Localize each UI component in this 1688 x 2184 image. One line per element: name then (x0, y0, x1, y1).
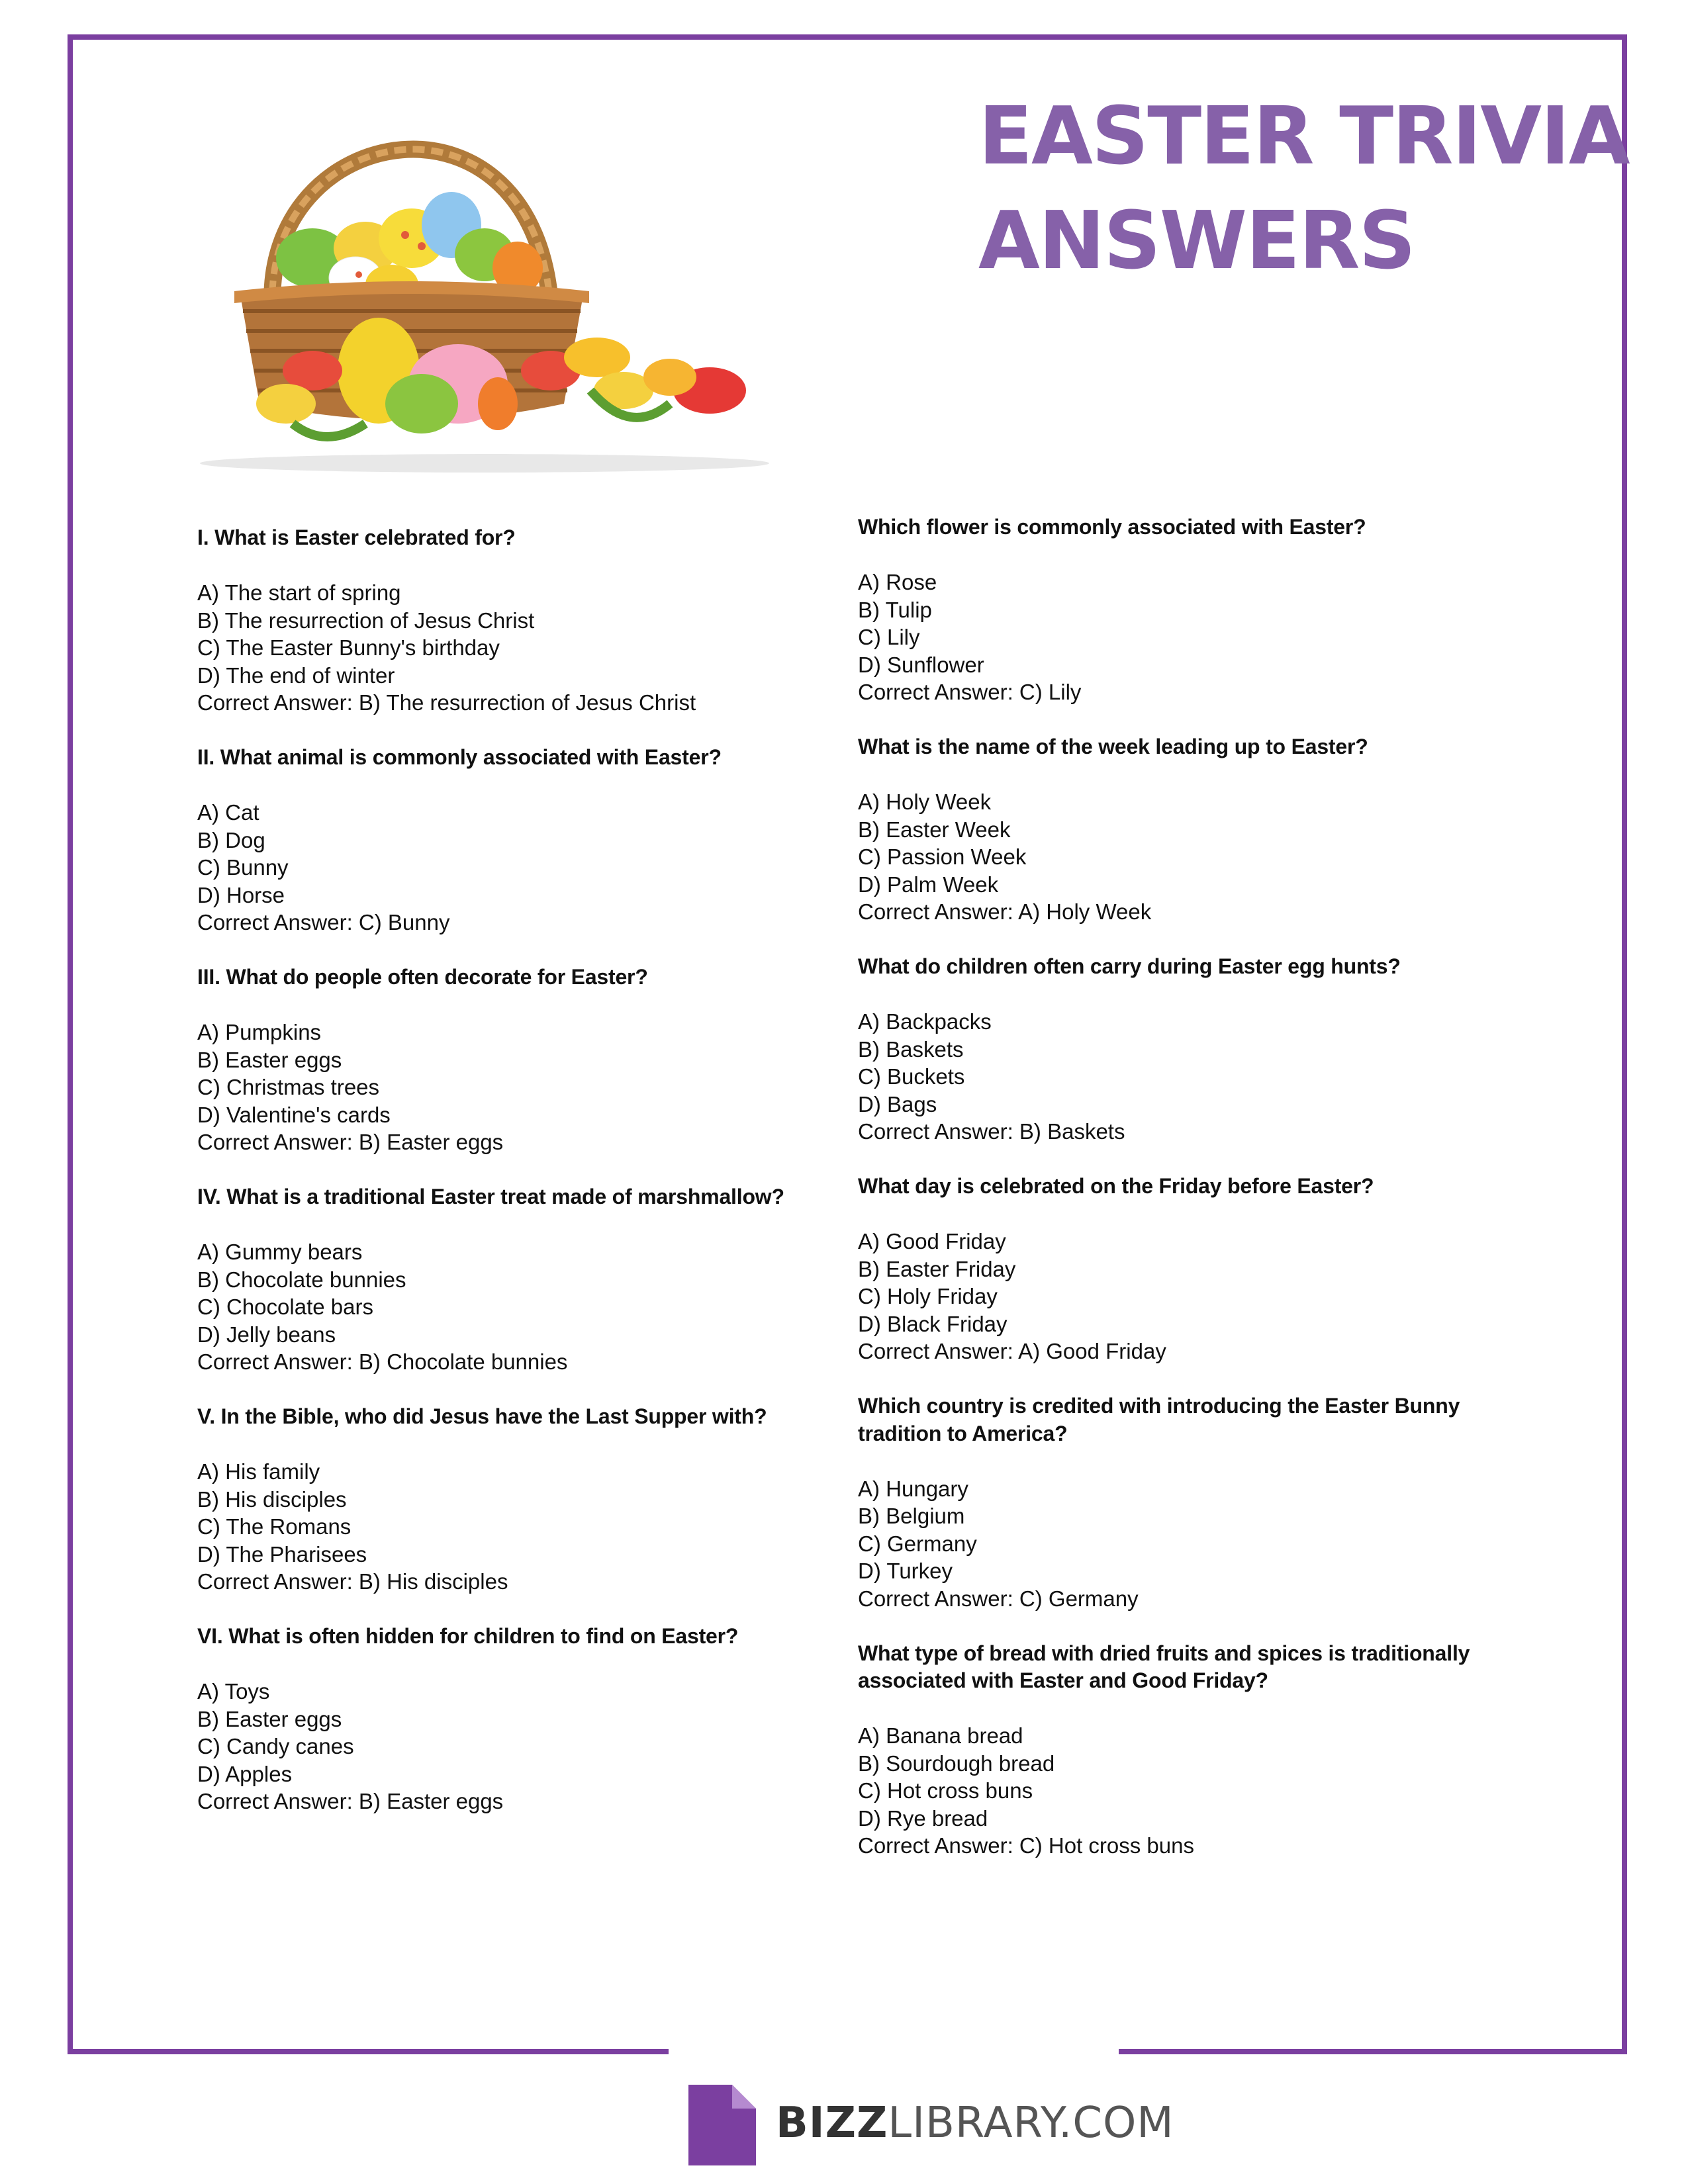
question-text: VI. What is often hidden for children to find on Easter? (197, 1624, 739, 1648)
option: D) Turkey (858, 1559, 953, 1583)
correct-answer: Correct Answer: C) Germany (858, 1586, 1139, 1611)
option: D) Palm Week (858, 872, 999, 897)
question-text: IV. What is a traditional Easter treat made of marshmallow? (197, 1185, 784, 1208)
option: A) The start of spring (197, 580, 401, 605)
option: B) Sourdough bread (858, 1751, 1055, 1776)
question-text: II. What animal is commonly associated with Easter? (197, 745, 722, 769)
question-block (197, 524, 846, 717)
question-block (858, 514, 1507, 706)
option: C) Germany (858, 1531, 977, 1556)
option: B) Baskets (858, 1036, 964, 1062)
option: B) Dog (197, 827, 265, 852)
logo-text: BIZZLIBRARY.COM (776, 2099, 1174, 2148)
question-text: Which flower is commonly associated with Easter? (858, 515, 1366, 539)
bizzlibrary-logo[interactable] (686, 2078, 1174, 2171)
question-text: Which country is credited with introducing the Easter Bunny tradition to America? (858, 1394, 1460, 1445)
correct-answer: Correct Answer: B) Baskets (858, 1119, 1125, 1144)
option: D) Valentine's cards (197, 1102, 391, 1127)
question-block (197, 744, 846, 936)
option: B) Easter eggs (197, 1706, 342, 1731)
option: D) The end of winter (197, 662, 395, 688)
option: C) Lily (858, 625, 920, 649)
option: A) Toys (197, 1679, 270, 1704)
option: C) Passion Week (858, 844, 1027, 869)
question-text: What do children often carry during Easter egg hunts? (858, 954, 1401, 978)
option: A) Pumpkins (197, 1020, 322, 1044)
correct-answer: Correct Answer: C) Hot cross buns (858, 1833, 1194, 1858)
option: A) Rose (858, 570, 937, 594)
question-block (197, 1403, 846, 1596)
correct-answer: Correct Answer: B) Easter eggs (197, 1789, 504, 1813)
option: D) Sunflower (858, 652, 984, 677)
title-line-1: EASTER TRIVIA (978, 91, 1629, 183)
correct-answer: Correct Answer: A) Good Friday (858, 1339, 1166, 1363)
question-block (858, 1640, 1507, 1860)
question-block (858, 1392, 1507, 1612)
correct-answer: Correct Answer: B) Easter eggs (197, 1130, 504, 1154)
title-line-2: ANSWERS (978, 195, 1415, 287)
question-text: I. What is Easter celebrated for? (197, 525, 516, 549)
correct-answer: Correct Answer: B) The resurrection of Jesus Christ (197, 690, 696, 715)
option: B) Easter Friday (858, 1256, 1016, 1281)
option: D) Apples (197, 1761, 293, 1786)
option: B) Easter Week (858, 817, 1011, 842)
document-icon (686, 2082, 759, 2168)
option: C) Chocolate bars (197, 1295, 373, 1319)
option: C) Christmas trees (197, 1075, 380, 1099)
option: D) Bags (858, 1091, 937, 1116)
question-text: What type of bread with dried fruits and spices is traditionally associated with Easter and Good Friday? (858, 1641, 1470, 1692)
question-block (858, 733, 1507, 926)
easter-basket-image (193, 93, 776, 477)
correct-answer: Correct Answer: B) Chocolate bunnies (197, 1349, 568, 1374)
correct-answer: Correct Answer: B) His disciples (197, 1569, 508, 1594)
correct-answer: Correct Answer: A) Holy Week (858, 899, 1152, 924)
option: A) Holy Week (858, 790, 992, 814)
option: B) The resurrection of Jesus Christ (197, 608, 535, 633)
question-block (858, 1173, 1507, 1365)
option: A) Hungary (858, 1476, 968, 1501)
option: C) Buckets (858, 1064, 965, 1089)
option: B) His disciples (197, 1486, 347, 1512)
option: D) Rye bread (858, 1805, 988, 1831)
option: A) Gummy bears (197, 1240, 363, 1264)
correct-answer: Correct Answer: C) Bunny (197, 910, 450, 934)
option: A) Good Friday (858, 1229, 1006, 1253)
question-text: What is the name of the week leading up to Easter? (858, 735, 1368, 758)
page-title (978, 85, 1629, 294)
option: C) Hot cross buns (858, 1778, 1033, 1803)
option: C) Candy canes (197, 1734, 354, 1758)
option: C) The Easter Bunny's birthday (197, 635, 500, 660)
question-text: V. In the Bible, who did Jesus have the Last Supper with? (197, 1404, 767, 1428)
option: B) Chocolate bunnies (197, 1267, 406, 1292)
border-gap (669, 2044, 1119, 2060)
question-text: III. What do people often decorate for Easter? (197, 965, 648, 989)
question-block (858, 953, 1507, 1146)
option: B) Belgium (858, 1504, 965, 1528)
question-block (197, 1183, 846, 1376)
option: D) The Pharisees (197, 1541, 367, 1567)
option: B) Tulip (858, 597, 932, 622)
option: C) The Romans (197, 1514, 352, 1539)
option: D) Horse (197, 882, 285, 907)
left-column (197, 524, 846, 1843)
question-text: What day is celebrated on the Friday before Easter? (858, 1174, 1374, 1198)
question-block (197, 964, 846, 1156)
option: D) Black Friday (858, 1311, 1008, 1336)
option: D) Jelly beans (197, 1322, 336, 1347)
option: A) Backpacks (858, 1009, 992, 1034)
option: A) His family (197, 1459, 320, 1484)
question-block (197, 1623, 846, 1815)
option: C) Bunny (197, 855, 289, 880)
option: C) Holy Friday (858, 1284, 998, 1308)
option: A) Banana bread (858, 1723, 1023, 1748)
option: A) Cat (197, 800, 259, 825)
correct-answer: Correct Answer: C) Lily (858, 680, 1082, 704)
right-column (858, 514, 1507, 1887)
option: B) Easter eggs (197, 1047, 342, 1072)
